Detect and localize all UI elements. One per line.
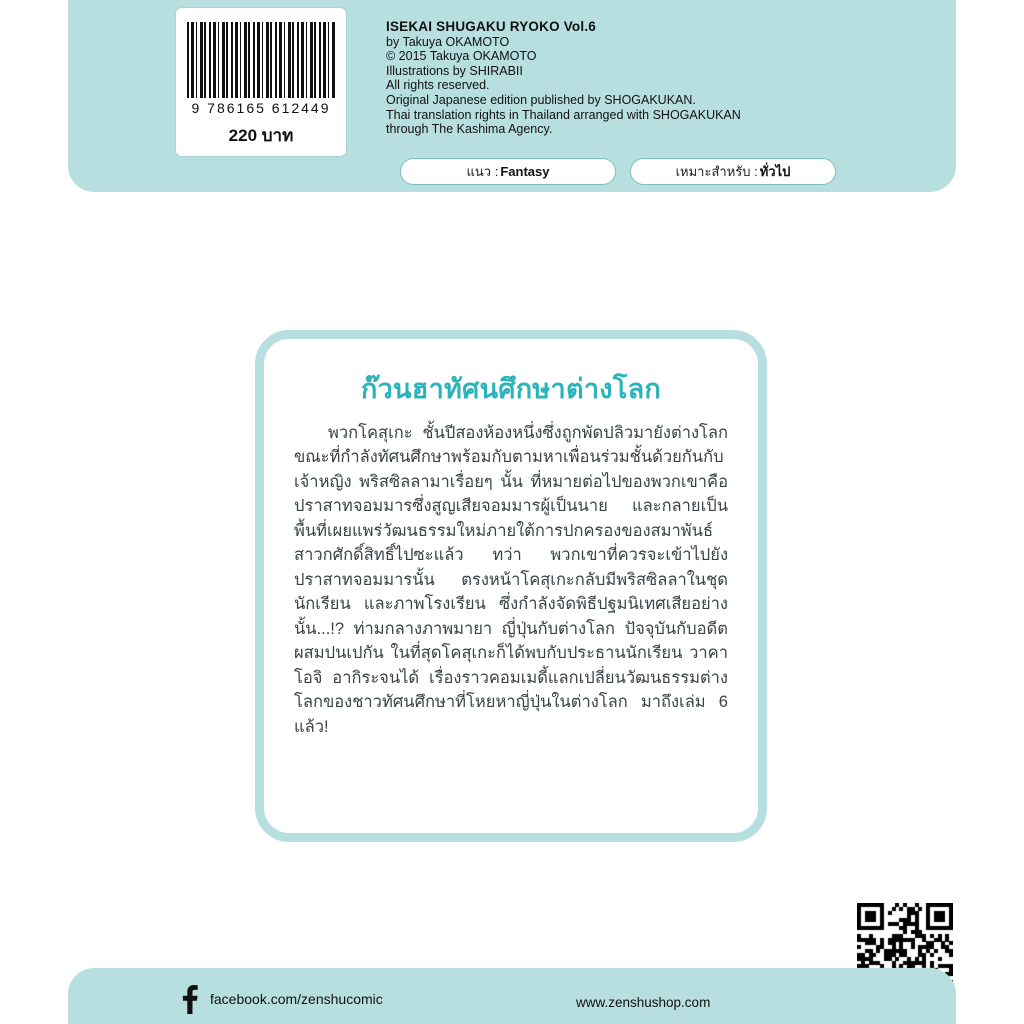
barcode-block [176,8,346,156]
audience-tag-label: เหมาะสำหรับ : [675,164,758,179]
credit-line-translation-rights: Thai translation rights in Thailand arranged with SHOGAKUKAN [386,107,741,122]
copyright-credits [386,20,906,137]
tag-row [400,158,836,185]
credit-line-rights: All rights reserved. [386,78,490,93]
barcode-number: 9 786165 612449 [191,100,331,116]
credit-line-title: ISEKAI SHUGAKU RYOKO Vol.6 [386,19,596,34]
website-url[interactable]: www.zenshushop.com [576,995,711,1010]
credit-line-copyright: © 2015 Takuya OKAMOTO [386,49,537,64]
audience-tag [630,158,836,185]
credit-line-illustrator: Illustrations by SHIRABII [386,63,523,78]
facebook-url: facebook.com/zenshucomic [210,991,383,1007]
barcode-icon [187,22,335,98]
facebook-link[interactable] [176,984,383,1014]
synopsis-body: พวกโคสุเกะ ชั้นปีสองห้องหนึ่งซึ่งถูกพัดปลิวมายังต่างโลกขณะที่กำลังทัศนศึกษาพร้อมกับตามหาเพื่อนร่วมชั้นด้วยกันกับเจ้าหญิง พริสซิลลามาเรื่อยๆ นั้น ที่หมายต่อไปของพวกเขาคือ ปราสาทจอมมารซึ่งสูญเสียจอมมารผู้เป็นนาย และกลายเป็นพื้นที่เผยแพร่วัฒนธรรมใหม่ภายใต้การปกครองของสมาพันธ์สาวกศักดิ์สิทธิ์ไปซะแล้ว ทว่า พวกเขาที่ควรจะเข้าไปยังปราสาทจอมมารนั้น ตรงหน้าโคสุเกะกลับมีพริสซิลลาในชุดนักเรียน และภาพโรงเรียน ซึ่งกำลังจัดพิธีปฐมนิเทศเสียอย่างนั้น...!? ท่ามกลางภาพมายา ญี่ปุ่นกับต่างโลก ปัจจุบันกับอดีต ผสมปนเปกัน ในที่สุดโคสุเกะก็ได้พบกับประธานนักเรียน วาคาโอจิ อากิระจนได้ เรื่องราวคอมเมดี้แลกเปลี่ยนวัฒนธรรมต่างโลกของชาวทัศนศึกษาที่โหยหาญี่ปุ่นในต่างโลก มาถึงเล่ม 6 แล้ว! [294,423,728,736]
genre-tag-label: แนว : [466,164,499,179]
genre-tag-value: Fantasy [500,164,550,179]
synopsis-title: ก๊วนฮาทัศนศึกษาต่างโลก [360,374,662,404]
audience-tag-value: ทั่วไป [759,164,791,179]
credit-line-agency: through The Kashima Agency. [386,122,553,137]
credit-line-original-edition: Original Japanese edition published by SHOGAKUKAN. [386,92,696,107]
credit-line-author: by Takuya OKAMOTO [386,34,510,49]
price-label: 220 บาท [228,126,294,145]
facebook-icon [176,984,202,1014]
synopsis-card [255,330,767,842]
genre-tag [400,158,616,185]
